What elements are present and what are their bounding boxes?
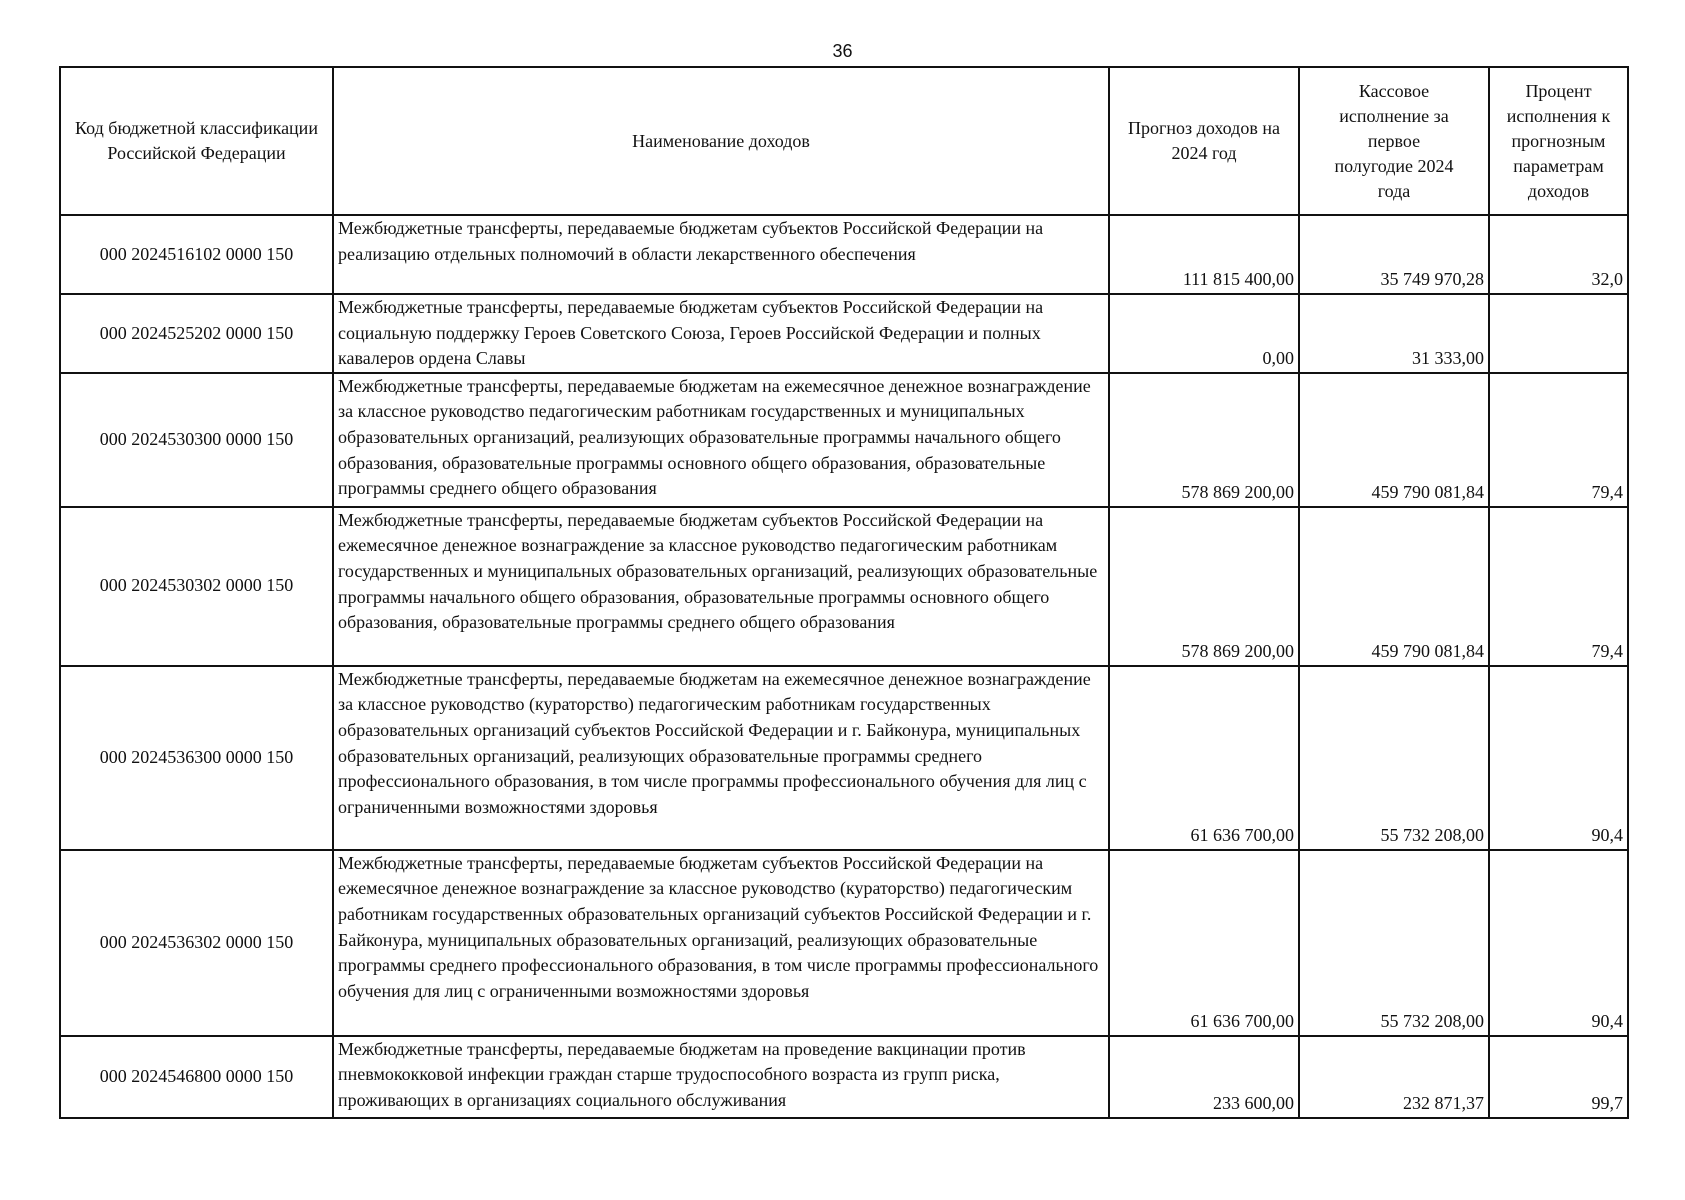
row-execution: 35 749 970,28 [1299, 215, 1489, 294]
row-execution: 55 732 208,00 [1299, 666, 1489, 850]
table-row [60, 294, 1628, 373]
revenue-table [59, 66, 1629, 1119]
header-execution: Кассовое исполнение за первое полугодие 2024 года [1299, 67, 1489, 215]
row-percent: 90,4 [1489, 850, 1628, 1036]
row-name: Межбюджетные трансферты, передаваемые бюджетам субъектов Российской Федерации на социальную поддержку Героев Советского Союза, Героев Российской Федерации и полных кавалеров ордена Славы [333, 294, 1109, 373]
table-row [60, 507, 1628, 666]
header-percent: Процент исполнения к прогнозным параметрам доходов [1489, 67, 1628, 215]
row-execution: 31 333,00 [1299, 294, 1489, 373]
row-execution: 232 871,37 [1299, 1036, 1489, 1118]
row-code: 000 2024546800 0000 150 [60, 1036, 333, 1118]
row-forecast: 61 636 700,00 [1109, 666, 1299, 850]
row-forecast: 111 815 400,00 [1109, 215, 1299, 294]
row-name: Межбюджетные трансферты, передаваемые бюджетам на ежемесячное денежное вознаграждение за классное руководство педагогическим работникам государственных и муниципальных образовательных организаций, реализующих образовательные программы начального общего образования, образовательные программы основного общего образования, образовательные программы среднего общего образования [333, 373, 1109, 507]
row-percent: 32,0 [1489, 215, 1628, 294]
header-code: Код бюджетной классификации Российской Федерации [60, 67, 333, 215]
page-number: 36 [832, 41, 853, 61]
row-name: Межбюджетные трансферты, передаваемые бюджетам субъектов Российской Федерации на реализацию отдельных полномочий в области лекарственного обеспечения [333, 215, 1109, 294]
row-forecast: 0,00 [1109, 294, 1299, 373]
row-percent [1489, 294, 1628, 373]
header-name: Наименование доходов [333, 67, 1109, 215]
row-code: 000 2024525202 0000 150 [60, 294, 333, 373]
row-code: 000 2024530300 0000 150 [60, 373, 333, 507]
row-percent: 99,7 [1489, 1036, 1628, 1118]
row-forecast: 578 869 200,00 [1109, 373, 1299, 507]
table-row [60, 666, 1628, 850]
table-row [60, 373, 1628, 507]
row-forecast: 61 636 700,00 [1109, 850, 1299, 1036]
row-name: Межбюджетные трансферты, передаваемые бюджетам субъектов Российской Федерации на ежемесячное денежное вознаграждение за классное руководство (кураторство) педагогическим работникам государственных образовательных организаций субъектов Российской Федерации и г. Байконура, муниципальных образовательных организаций, реализующих образовательные программы среднего профессионального образования, в том числе программы профессионального обучения для лиц с ограниченными возможностями здоровья [333, 850, 1109, 1036]
row-execution: 55 732 208,00 [1299, 850, 1489, 1036]
row-execution: 459 790 081,84 [1299, 507, 1489, 666]
row-execution: 459 790 081,84 [1299, 373, 1489, 507]
row-percent: 90,4 [1489, 666, 1628, 850]
row-forecast: 578 869 200,00 [1109, 507, 1299, 666]
row-name: Межбюджетные трансферты, передаваемые бюджетам субъектов Российской Федерации на ежемесячное денежное вознаграждение за классное руководство педагогическим работникам государственных и муниципальных образовательных организаций, реализующих образовательные программы начального общего образования, образовательные программы основного общего образования, образовательные программы среднего общего образования [333, 507, 1109, 666]
row-name: Межбюджетные трансферты, передаваемые бюджетам на проведение вакцинации против пневмококковой инфекции граждан старше трудоспособного возраста из групп риска, проживающих в организациях социального обслуживания [333, 1036, 1109, 1118]
row-code: 000 2024516102 0000 150 [60, 215, 333, 294]
row-name: Межбюджетные трансферты, передаваемые бюджетам на ежемесячное денежное вознаграждение за классное руководство (кураторство) педагогическим работникам государственных образовательных организаций субъектов Российской Федерации и г. Байконура, муниципальных образовательных организаций, реализующих образовательные программы среднего профессионального образования, в том числе программы профессионального обучения для лиц с ограниченными возможностями здоровья [333, 666, 1109, 850]
table-row [60, 215, 1628, 294]
table-row [60, 850, 1628, 1036]
row-percent: 79,4 [1489, 373, 1628, 507]
table-row [60, 1036, 1628, 1118]
table-header-row [60, 67, 1628, 215]
row-code: 000 2024536302 0000 150 [60, 850, 333, 1036]
row-percent: 79,4 [1489, 507, 1628, 666]
row-code: 000 2024530302 0000 150 [60, 507, 333, 666]
header-forecast: Прогноз доходов на 2024 год [1109, 67, 1299, 215]
row-code: 000 2024536300 0000 150 [60, 666, 333, 850]
row-forecast: 233 600,00 [1109, 1036, 1299, 1118]
